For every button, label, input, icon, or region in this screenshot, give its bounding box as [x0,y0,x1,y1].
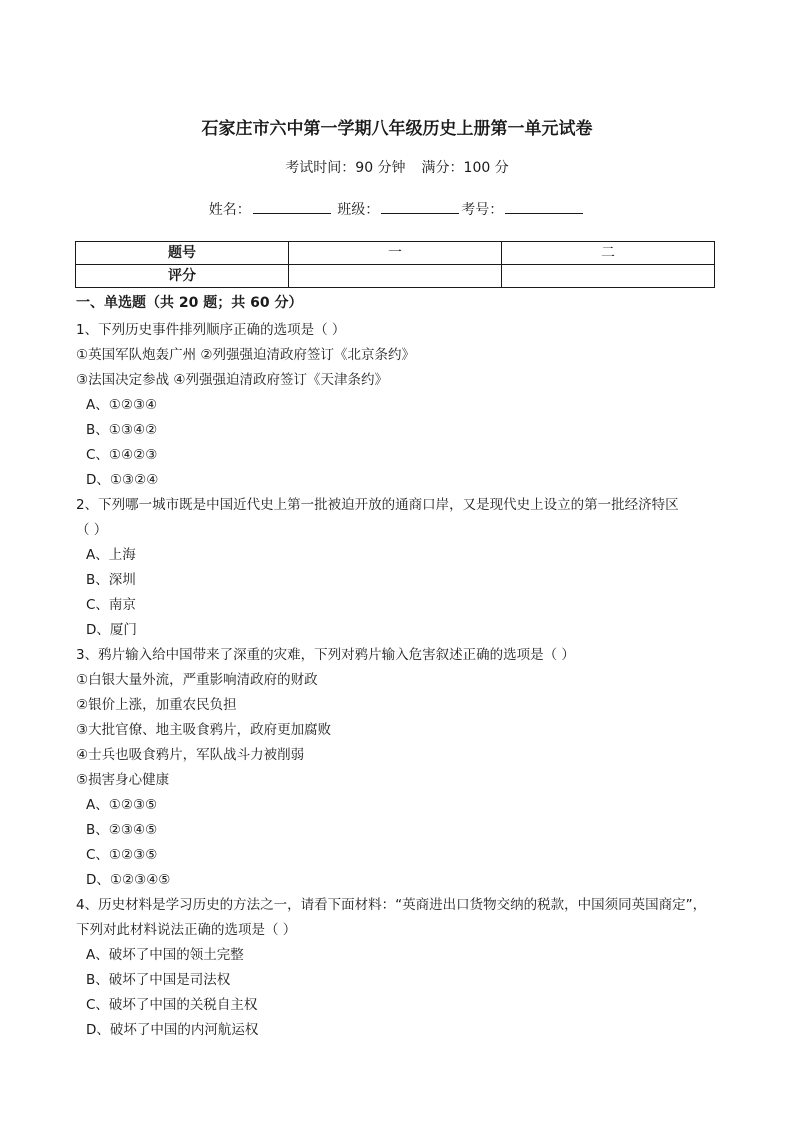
option-d[interactable]: D、厦门 [86,622,137,638]
score-table-cell [502,265,715,288]
question-stem-continued: （ ） [76,522,108,538]
option-b[interactable]: B、①③④② [86,422,158,438]
name-label: 姓名： [208,202,251,218]
question-stem-continued: 下列对此材料说法正确的选项是（ ） [76,922,297,938]
option-c[interactable]: C、①②③⑤ [86,847,158,863]
option-b[interactable]: B、深圳 [86,572,136,588]
section-heading: 一、单选题（共 20 题；共 60 分） [76,295,303,311]
question-item: ④士兵也吸食鸦片，军队战斗力被削弱 [76,747,305,763]
question-stem: 1、下列历史事件排列顺序正确的选项是（ ） [76,322,346,338]
question-item: ⑤损害身心健康 [76,772,170,788]
score-table-cell: 二 [502,242,715,265]
option-a[interactable]: A、①②③⑤ [86,797,158,813]
question-item: ②银价上涨，加重农民负担 [76,697,237,713]
score-table-cell [289,265,502,288]
exam-time: 考试时间：90 分钟 [285,160,406,176]
question-item: ③大批官僚、地主吸食鸦片，政府更加腐败 [76,722,332,738]
student-info [0,199,794,221]
question-stem: 2、下列哪一城市既是中国近代史上第一批被迫开放的通商口岸，又是现代史上设立的第一批经济特区 [76,497,679,513]
option-d[interactable]: D、①③②④ [86,472,159,488]
question-item: ①英国军队炮轰广州 ②列强强迫清政府签订《北京条约》 [76,347,415,363]
score-table-cell: 题号 [76,242,289,265]
name-field[interactable] [253,199,331,214]
class-label: 班级： [337,202,380,218]
question-item: ③法国决定参战 ④列强强迫清政府签订《天津条约》 [76,372,388,388]
option-a[interactable]: A、①②③④ [86,397,158,413]
class-field[interactable] [381,199,459,214]
score-table-cell: 评分 [76,265,289,288]
option-d[interactable]: D、破坏了中国的内河航运权 [86,1022,259,1038]
score-table [75,241,715,288]
option-d[interactable]: D、①②③④⑤ [86,872,171,888]
score-table-header-row [76,242,715,265]
option-c[interactable]: C、南京 [86,597,136,613]
questions-area [76,292,724,1043]
option-c[interactable]: C、破坏了中国的关税自主权 [86,997,258,1013]
option-a[interactable]: A、破坏了中国的领土完整 [86,947,244,963]
score-table-cell: 一 [289,242,502,265]
option-b[interactable]: B、破坏了中国是司法权 [86,972,231,988]
number-field[interactable] [505,199,583,214]
question-stem: 3、鸦片输入给中国带来了深重的灾难，下列对鸦片输入危害叙述正确的选项是（ ） [76,647,575,663]
option-a[interactable]: A、上海 [86,547,136,563]
exam-meta [0,158,794,178]
exam-full-score: 满分：100 分 [421,160,509,176]
page-title: 石家庄市六中第一学期八年级历史上册第一单元试卷 [201,119,593,139]
question-item: ①白银大量外流，严重影响清政府的财政 [76,672,318,688]
option-b[interactable]: B、②③④⑤ [86,822,158,838]
number-label: 考号： [461,202,504,218]
score-table-score-row [76,265,715,288]
question-stem: 4、历史材料是学习历史的方法之一，请看下面材料：“英商进出口货物交纳的税款，中国须同英国商定”， [76,897,707,913]
option-c[interactable]: C、①④②③ [86,447,158,463]
